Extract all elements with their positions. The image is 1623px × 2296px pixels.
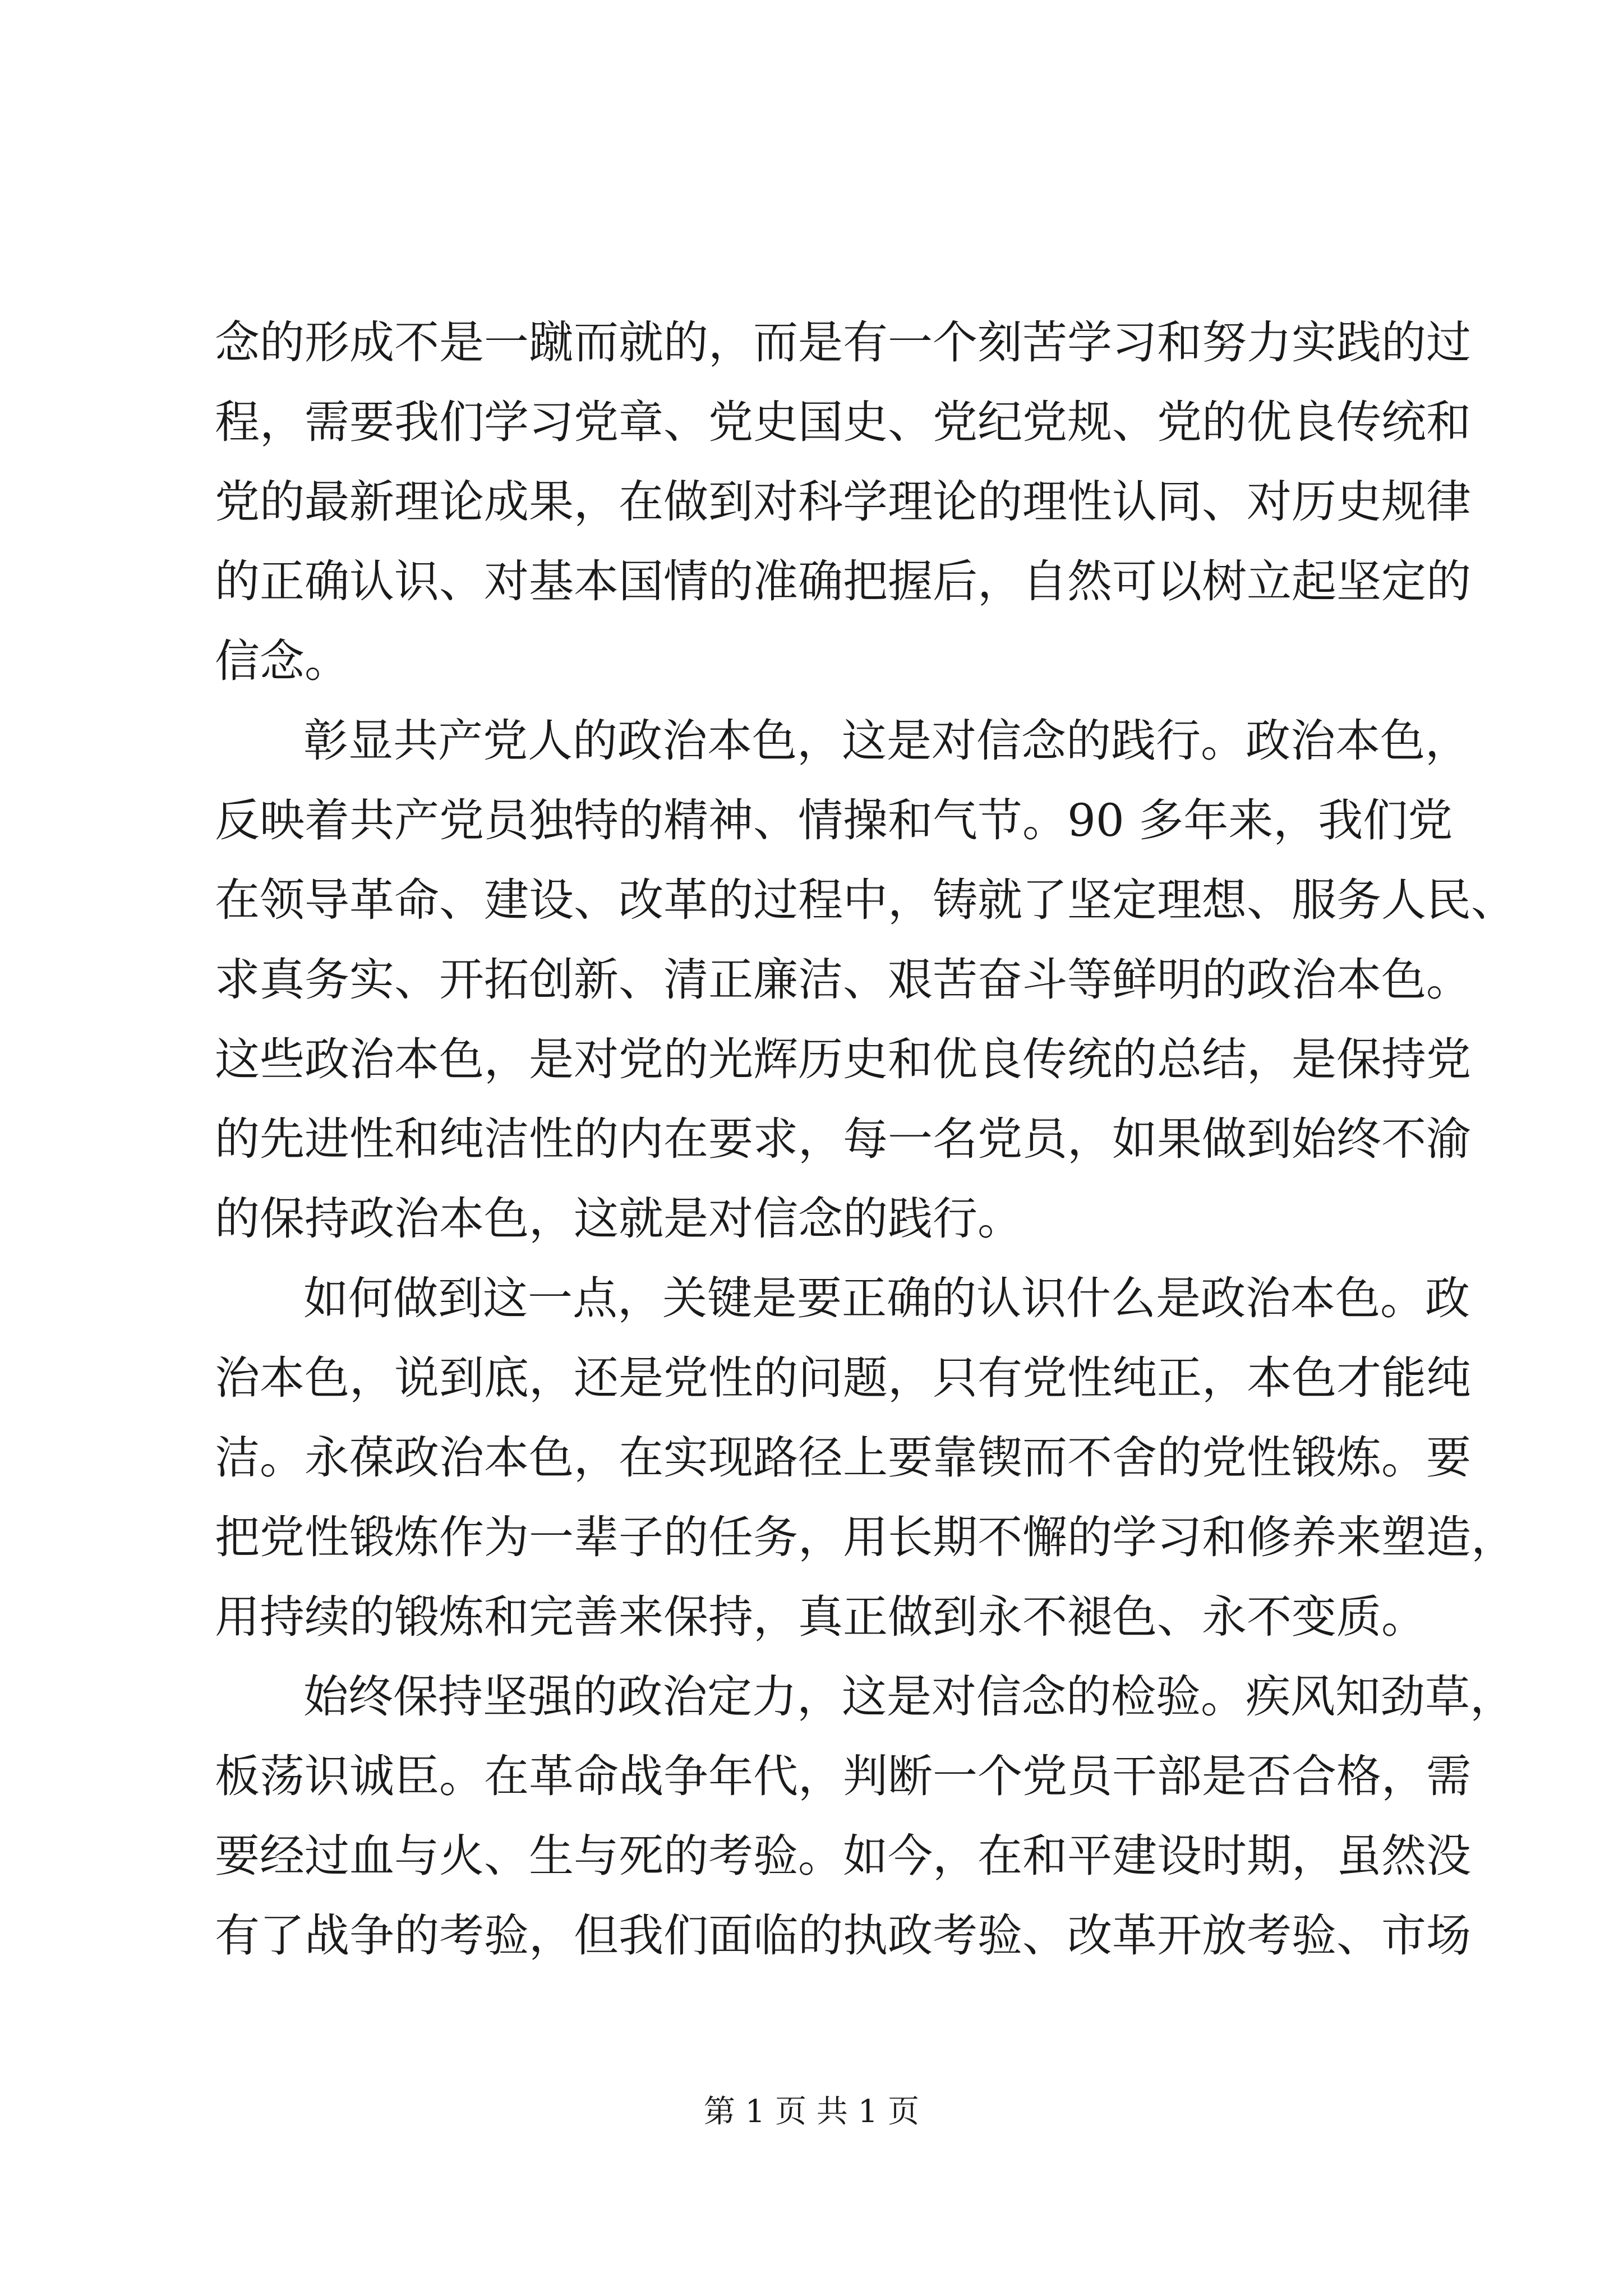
text-line: 如何做到这一点，关键是要正确的认识什么是政治本色。政 — [303, 1272, 1470, 1324]
text-line: 的正确认识、对基本国情的准确把握后，自然可以树立起坚定的 — [215, 555, 1471, 608]
text-line: 始终保持坚强的政治定力，这是对信念的检验。疾风知劲草， — [303, 1671, 1515, 1723]
text-line: 有了战争的考验，但我们面临的执政考验、改革开放考验、市场 — [215, 1910, 1471, 1962]
page-number-label: 第 1 页 共 1 页 — [703, 2093, 920, 2130]
text-line: 信念。 — [215, 635, 349, 687]
text-line: 党的最新理论成果，在做到对科学理论的理性认同、对历史规律 — [215, 476, 1471, 528]
text-line: 治本色，说到底，还是党性的问题，只有党性纯正，本色才能纯 — [215, 1352, 1471, 1404]
text-line: 把党性锻炼作为一辈子的任务，用长期不懈的学习和修养来塑造， — [215, 1511, 1516, 1563]
text-line: 要经过血与火、生与死的考验。如今，在和平建设时期，虽然没 — [215, 1830, 1471, 1882]
text-line: 洁。永葆政治本色，在实现路径上要靠锲而不舍的党性锻炼。要 — [215, 1432, 1471, 1484]
text-line: 念的形成不是一蹴而就的，而是有一个刻苦学习和努力实践的过 — [215, 316, 1471, 369]
text-line: 彰显共产党人的政治本色，这是对信念的践行。政治本色， — [303, 715, 1470, 767]
text-line: 反映着共产党员独特的精神、情操和气节。90 多年来，我们党 — [215, 794, 1453, 846]
text-line: 程，需要我们学习党章、党史国史、党纪党规、党的优良传统和 — [215, 396, 1471, 448]
text-line: 板荡识诚臣。在革命战争年代，判断一个党员干部是否合格，需 — [215, 1750, 1471, 1802]
page-footer — [0, 2090, 1623, 2134]
text-line: 在领导革命、建设、改革的过程中，铸就了坚定理想、服务人民、 — [215, 874, 1516, 926]
text-line: 用持续的锻炼和完善来保持，真正做到永不褪色、永不变质。 — [215, 1591, 1426, 1643]
text-line: 这些政治本色，是对党的光辉历史和优良传统的总结，是保持党 — [215, 1033, 1471, 1085]
text-line: 求真务实、开拓创新、清正廉洁、艰苦奋斗等鲜明的政治本色。 — [215, 954, 1471, 1006]
document-body — [215, 303, 1516, 1976]
text-line: 的保持政治本色，这就是对信念的践行。 — [215, 1193, 1022, 1245]
text-line: 的先进性和纯洁性的内在要求，每一名党员，如果做到始终不渝 — [215, 1113, 1471, 1165]
